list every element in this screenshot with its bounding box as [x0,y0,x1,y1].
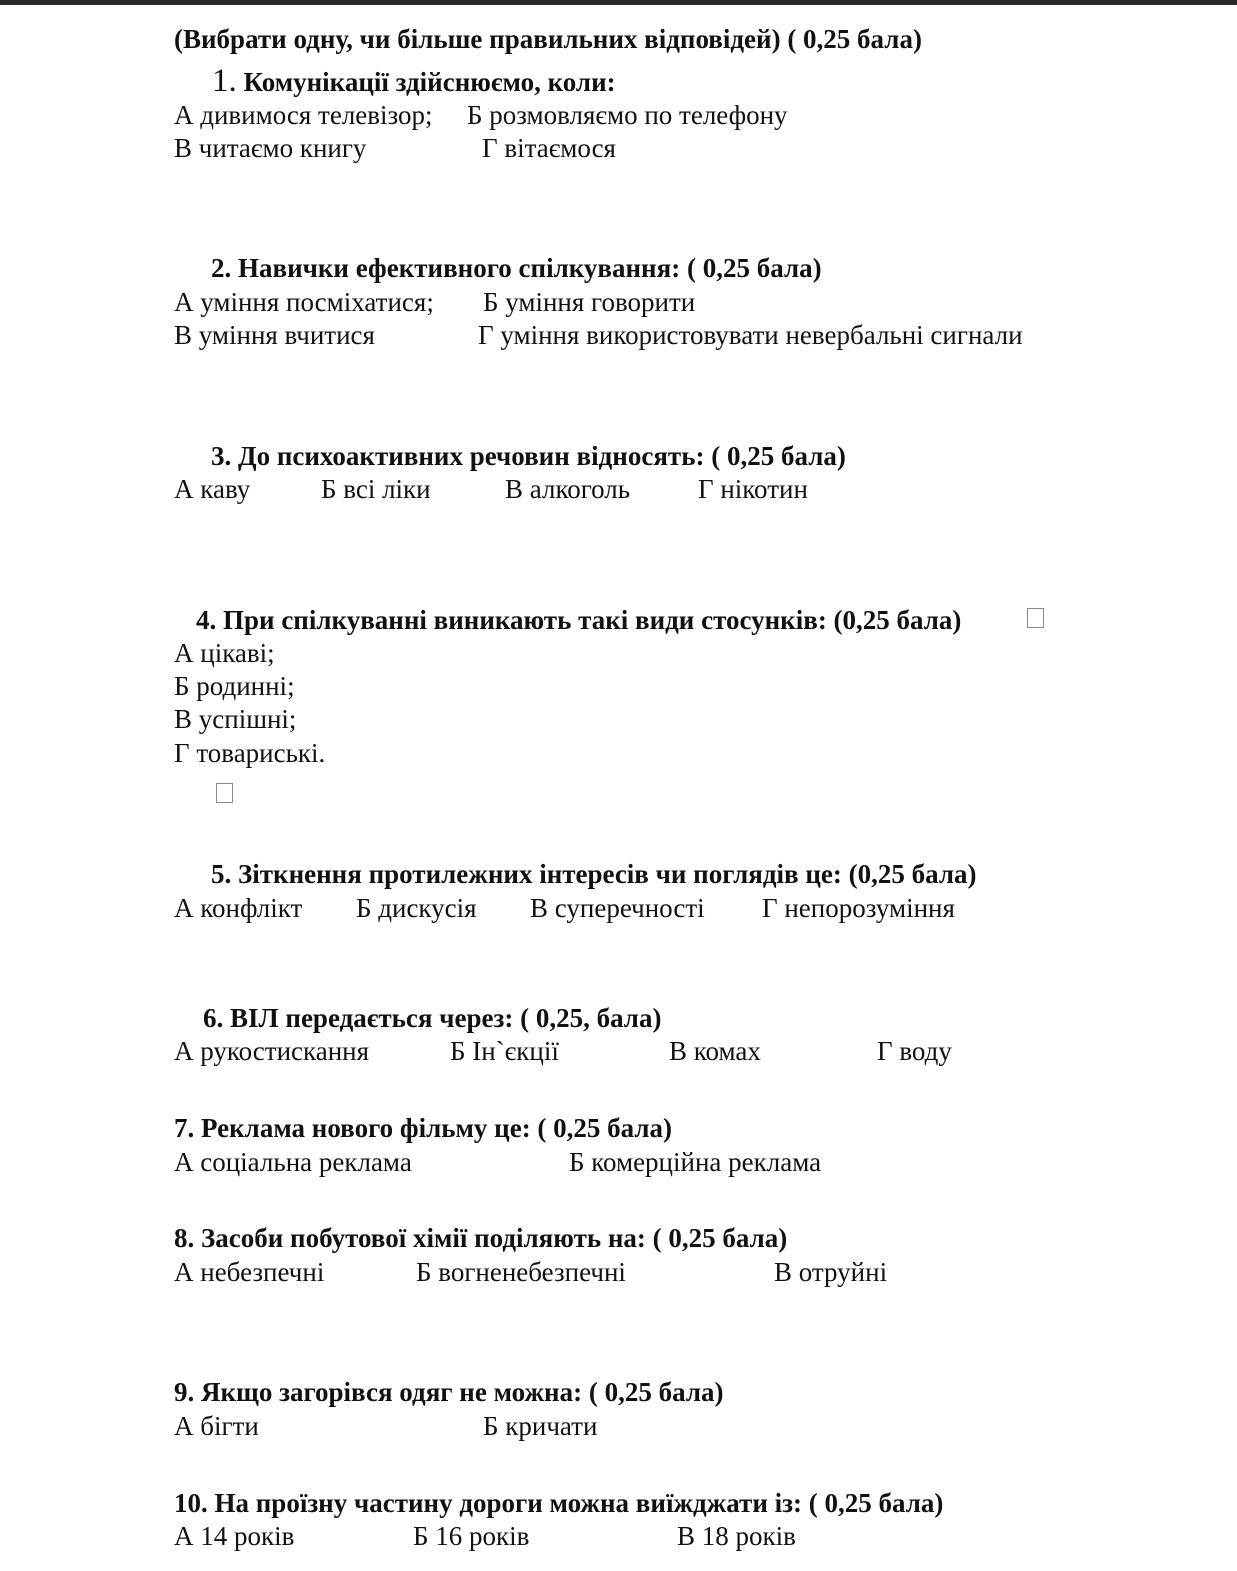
q6-option-a: А рукостискання [174,1036,370,1066]
q4-option-a: А цікаві; [174,638,275,668]
q3-option-g: Г нікотин [698,474,808,504]
q2-option-b: Б уміння говорити [483,287,696,317]
q8-option-b: Б вогненебезпечні [416,1257,626,1287]
question-1-number: 1. [212,63,237,99]
q7-option-b: Б комерційна реклама [569,1147,822,1177]
q6-option-g: Г воду [877,1036,952,1066]
q5-option-b: Б дискусія [356,893,477,923]
q4-option-v: В успішні; [174,704,297,734]
q5-option-g: Г непорозуміння [762,893,955,923]
q9-option-a: А бігти [174,1411,259,1441]
q1-option-v: В читаємо книгу [174,133,367,163]
q4-option-b: Б родинні; [174,671,295,701]
q8-option-v: В отруйні [774,1257,888,1287]
q1-option-a: А дивимося телевізор; [174,100,433,130]
q2-option-a: А уміння посміхатися; [174,287,434,317]
instruction-heading: (Вибрати одну, чи більше правильних відповідей) ( 0,25 бала) [174,24,922,54]
q10-option-b: Б 16 років [413,1521,530,1551]
q3-option-v: В алкоголь [505,474,631,504]
q9-option-b: Б кричати [483,1411,598,1441]
q2-option-v: В уміння вчитися [174,320,375,350]
question-3-title: 3. До психоактивних речовин відносять: ( 0,25 бала) [211,441,846,471]
missing-glyph-box [216,783,233,803]
question-4-title: 4. При спілкуванні виникають такі види стосунків: (0,25 бала) [196,605,962,635]
q7-option-a: А соціальна реклама [174,1147,412,1177]
top-border [0,0,1237,5]
question-2-title: 2. Навички ефективного спілкування: ( 0,25 бала) [211,253,822,283]
question-7-title: 7. Реклама нового фільму це: ( 0,25 бала) [174,1113,673,1143]
q1-option-b: Б розмовляємо по телефону [467,100,788,130]
question-8-title: 8. Засоби побутової хімії поділяють на: ( 0,25 бала) [174,1223,788,1253]
question-10-title: 10. На проїзну частину дороги можна виїжджати із: ( 0,25 бала) [174,1488,944,1518]
question-9-title: 9. Якщо загорівся одяг не можна: ( 0,25 бала) [174,1377,724,1407]
q6-option-v: В комах [669,1036,761,1066]
q3-option-b: Б всі ліки [321,474,431,504]
q2-option-g: Г уміння використовувати невербальні сигнали [478,320,1023,350]
question-1-text: Комунікації здійснюємо, коли: [243,67,616,97]
q6-option-b: Б Ін`єкції [450,1036,559,1066]
q10-option-a: А 14 років [174,1521,295,1551]
q10-option-v: В 18 років [677,1521,796,1551]
q1-option-g: Г вітаємося [482,133,616,163]
question-1-title [212,64,616,99]
missing-glyph-box [1027,608,1044,628]
question-6-title: 6. ВІЛ передається через: ( 0,25, бала) [203,1003,662,1033]
q8-option-a: А небезпечні [174,1257,325,1287]
q5-option-v: В суперечності [530,893,705,923]
q5-option-a: А конфлікт [174,893,303,923]
q4-option-g: Г товариські. [174,738,326,768]
q3-option-a: А каву [174,474,251,504]
question-5-title: 5. Зіткнення протилежних інтересів чи поглядів це: (0,25 бала) [211,859,977,889]
